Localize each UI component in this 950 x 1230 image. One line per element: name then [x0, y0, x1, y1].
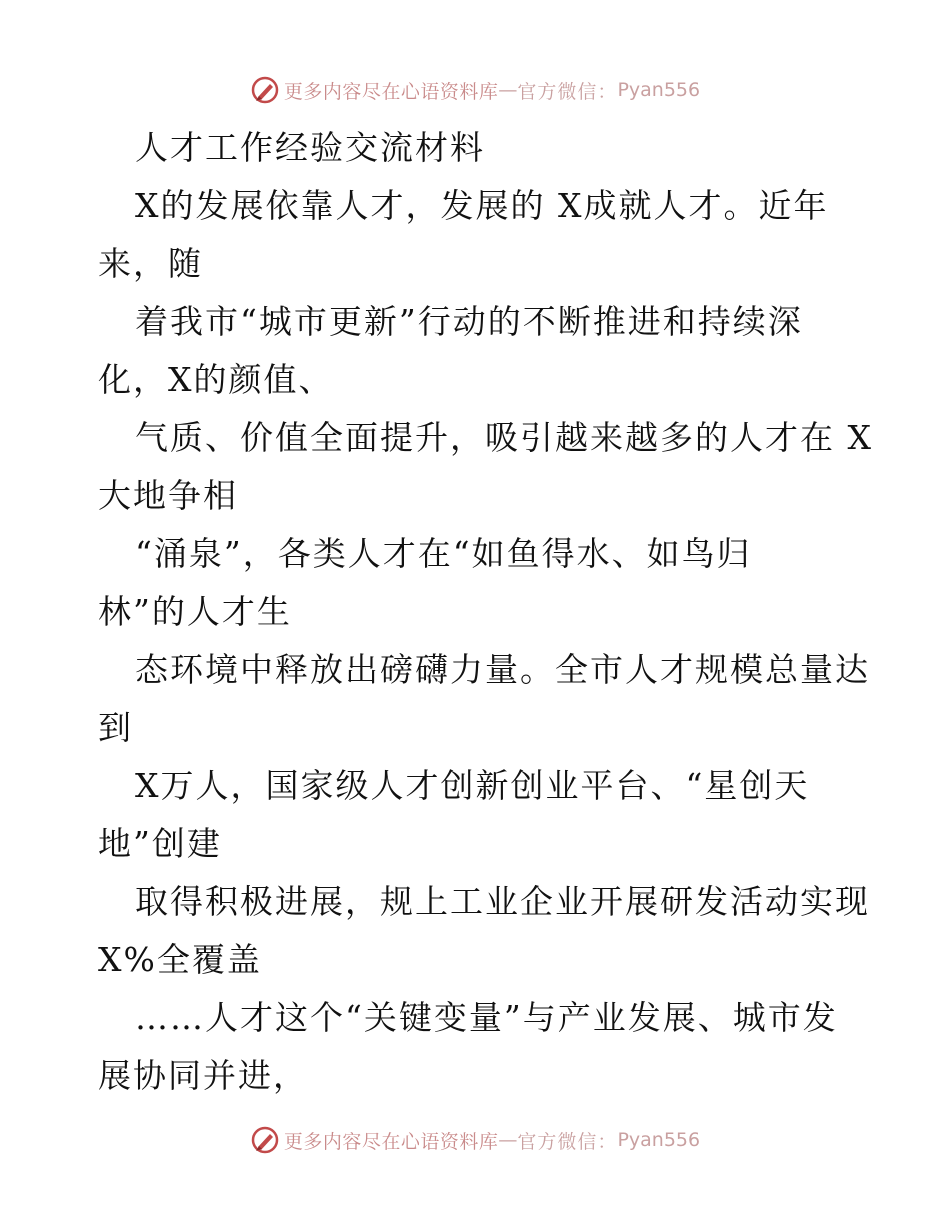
watermark-brand: 更多内容尽在心语资料库 [283, 80, 499, 103]
text-line: 大地争相 [98, 476, 238, 515]
text-line: 着我市“城市更新”行动的不断推进和持续深 [135, 302, 803, 341]
text-line: “涌泉”，各类人才在“如鱼得水、如鸟归 [135, 534, 752, 573]
text-line: 来，随 [98, 244, 203, 283]
pen-logo-icon [250, 75, 280, 105]
watermark-dash: — [498, 1129, 518, 1151]
text-line: 气质、价值全面提升，吸引越来越多的人才在 X [135, 418, 873, 457]
text-line: 到 [98, 708, 133, 747]
watermark-contact-id: Pyan556 [617, 1129, 701, 1151]
watermark-banner-top [0, 70, 950, 110]
text-line: X%全覆盖 [98, 940, 262, 979]
text-line: 展协同并进， [98, 1056, 308, 1095]
text-line: ……人才这个“关键变量”与产业发展、城市发 [135, 998, 838, 1037]
watermark-contact-label: 官方微信： [517, 1130, 618, 1153]
document-title: 人才工作经验交流材料 [135, 128, 485, 167]
text-line: X的发展依靠人才，发展的 X成就人才。近年 [135, 186, 829, 225]
text-line: 态环境中释放出磅礴力量。全市人才规模总量达 [135, 650, 870, 689]
text-line: 化，X的颜值、 [98, 360, 334, 399]
text-line: 林”的人才生 [98, 592, 292, 631]
watermark-brand: 更多内容尽在心语资料库 [283, 1130, 499, 1153]
text-line: 地”创建 [98, 824, 222, 863]
pen-logo-icon [250, 1125, 280, 1155]
watermark-contact-id: Pyan556 [617, 79, 701, 101]
text-line: X万人，国家级人才创新创业平台、“星创天 [135, 766, 810, 805]
watermark-dash: — [498, 79, 518, 101]
watermark-contact-label: 官方微信： [517, 80, 618, 103]
watermark-banner-bottom [0, 1120, 950, 1160]
text-line: 取得积极进展，规上工业企业开展研发活动实现 [135, 882, 870, 921]
